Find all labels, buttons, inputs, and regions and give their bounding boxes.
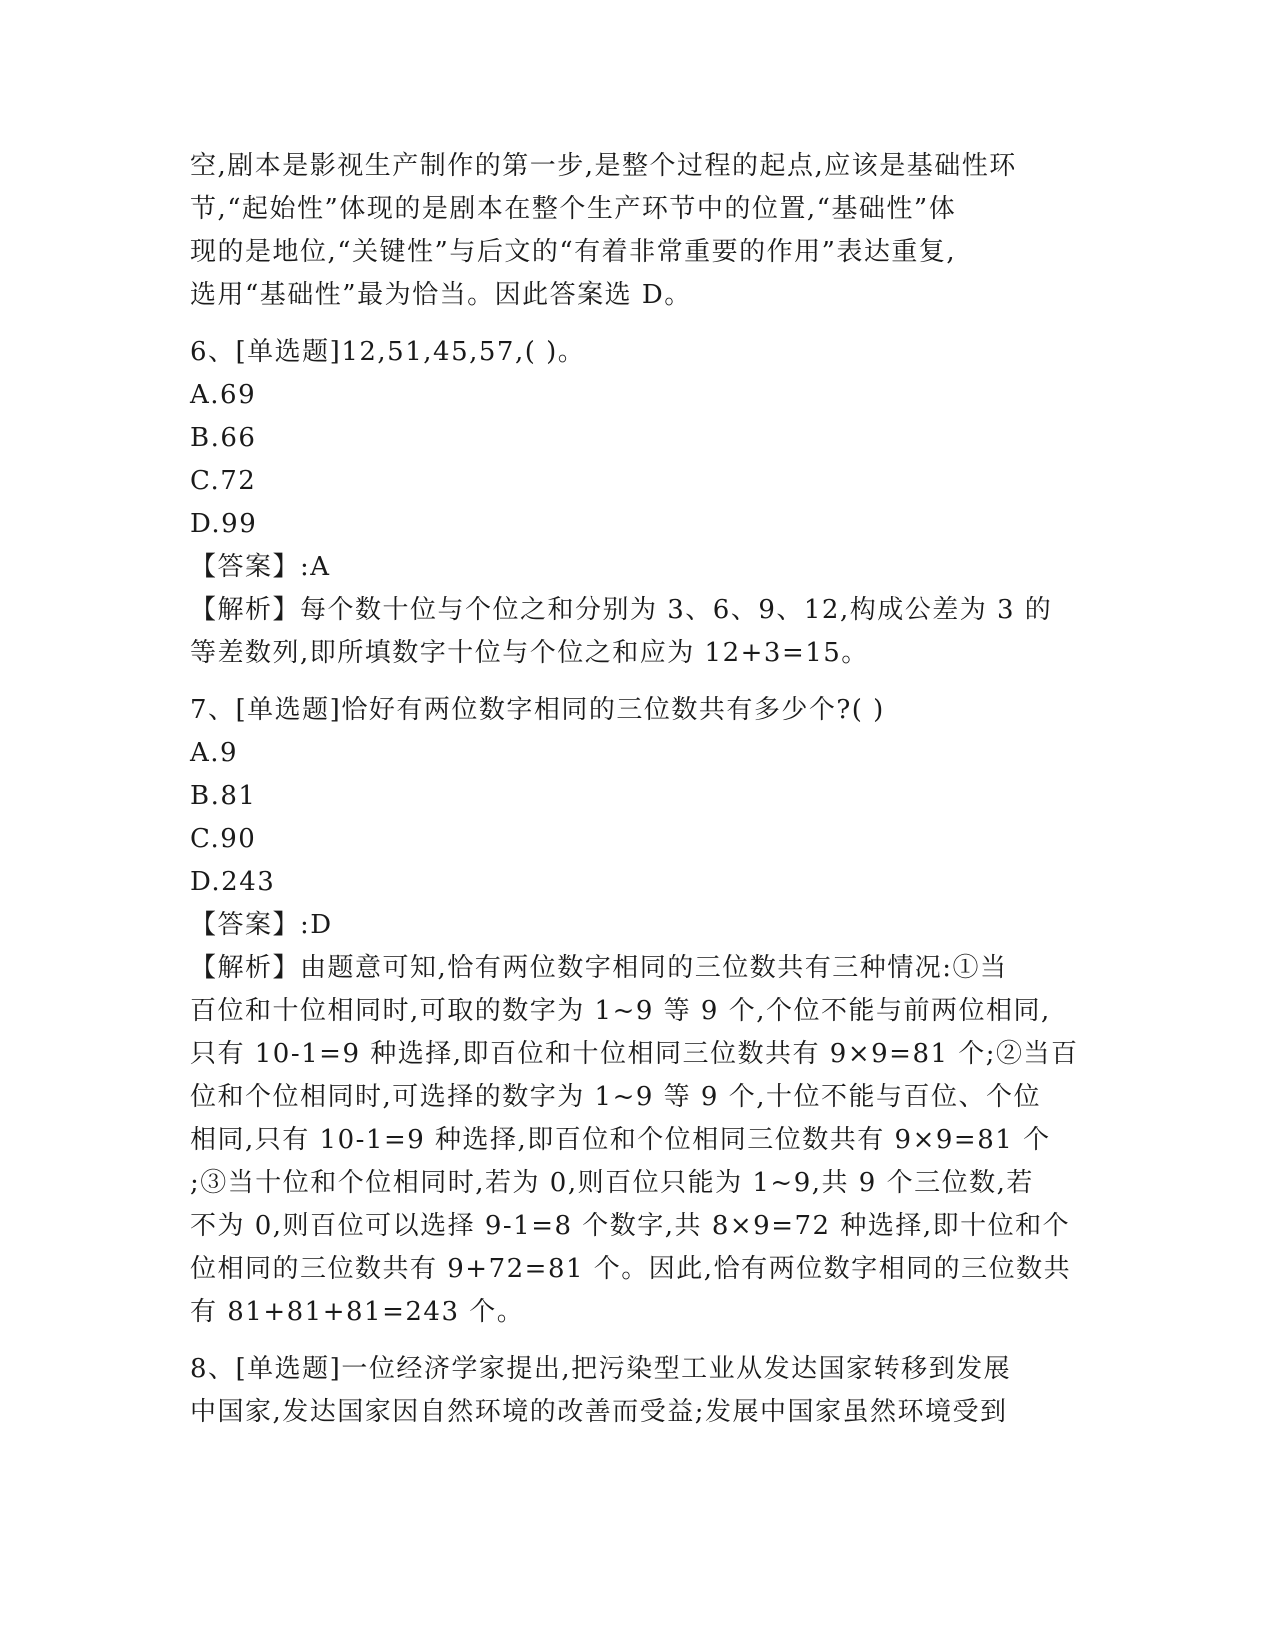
text-line: 空,剧本是影视生产制作的第一步,是整个过程的起点,应该是基础性环 [190,151,1017,181]
question-8 [190,1348,1080,1434]
text-line: 节,“起始性”体现的是剧本在整个生产环节中的位置,“基础性”体 [190,194,957,224]
explanation [190,589,1080,675]
text-line: 相同,只有 10-1=9 种选择,即百位和个位相同三位数共有 9×9=81 个 [190,1125,1051,1155]
text-line: 选用“基础性”最为恰当。因此答案选 D。 [190,280,692,310]
option-b: B.81 [190,781,257,811]
option-a: A.69 [190,380,257,410]
question-7 [190,689,1080,1334]
text-line: 现的是地位,“关键性”与后文的“有着非常重要的作用”表达重复, [190,237,957,267]
text-line: 只有 10-1=9 种选择,即百位和十位相同三位数共有 9×9=81 个;②当百 [190,1039,1079,1069]
option-c: C.72 [190,466,257,496]
question-stem: 7、[单选题]恰好有两位数字相同的三位数共有多少个?( ) [190,695,885,725]
text-line: 中国家,发达国家因自然环境的改善而受益;发展中国家虽然环境受到 [190,1397,1008,1427]
text-line: 【解析】每个数十位与个位之和分别为 3、6、9、12,构成公差为 3 的 [190,595,1053,625]
option-a: A.9 [190,738,239,768]
text-line: 不为 0,则百位可以选择 9-1=8 个数字,共 8×9=72 种选择,即十位和个 [190,1211,1071,1241]
text-line: 有 81+81+81=243 个。 [190,1297,525,1327]
text-line: 等差数列,即所填数字十位与个位之和应为 12+3=15。 [190,638,869,668]
question-stem [190,1348,1080,1434]
question-6 [190,331,1080,675]
explanation [190,947,1080,1334]
option-d: D.243 [190,867,276,897]
option-b: B.66 [190,423,257,453]
answer: 【答案】:A [190,552,331,582]
answer: 【答案】:D [190,910,333,940]
text-line: 位相同的三位数共有 9+72=81 个。因此,恰有两位数字相同的三位数共 [190,1254,1072,1284]
question-stem: 6、[单选题]12,51,45,57,( )。 [190,337,586,367]
option-d: D.99 [190,509,258,539]
text-line: 位和个位相同时,可选择的数字为 1~9 等 9 个,十位不能与百位、个位 [190,1082,1041,1112]
option-c: C.90 [190,824,257,854]
text-line: 百位和十位相同时,可取的数字为 1~9 等 9 个,个位不能与前两位相同, [190,996,1051,1026]
prev-explanation [190,145,1080,317]
text-line: 8、[单选题]一位经济学家提出,把污染型工业从发达国家转移到发展 [190,1354,1012,1384]
text-line: 【解析】由题意可知,恰有两位数字相同的三位数共有三种情况:①当 [190,953,1008,983]
text-line: ;③当十位和个位相同时,若为 0,则百位只能为 1~9,共 9 个三位数,若 [190,1168,1034,1198]
document-page [190,145,1080,1434]
